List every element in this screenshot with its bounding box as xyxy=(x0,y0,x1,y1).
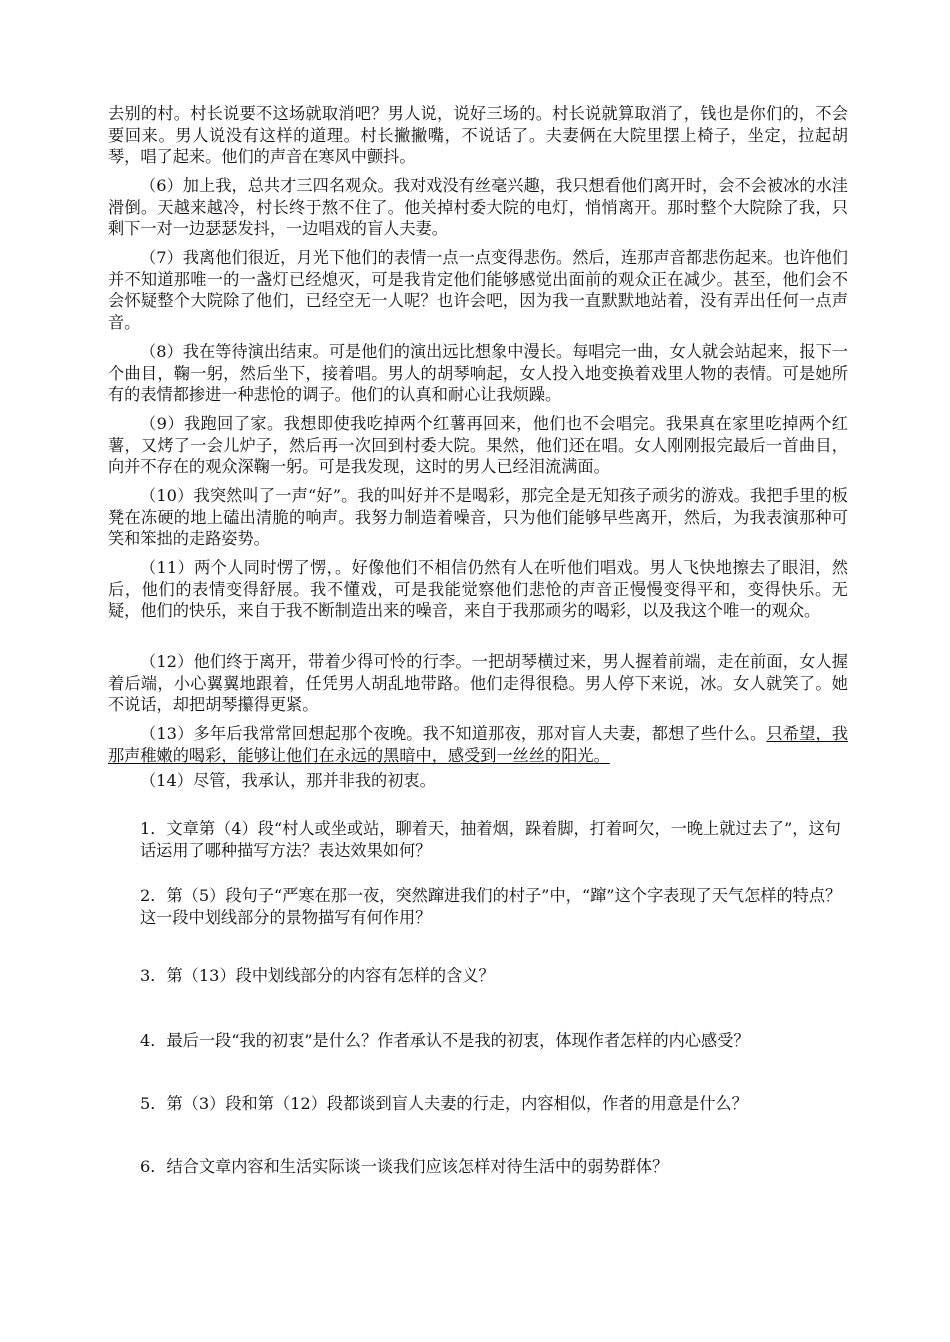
question-1: 1．文章第（4）段“村人或坐或站，聊着天，抽着烟，跺着脚，打着呵欠，一晚上就过去了”，这句话运用了哪种描写方法？表达效果如何？ xyxy=(140,819,841,860)
paragraph-13 xyxy=(108,723,848,766)
question-4: 4．最后一段“我的初衷”是什么？作者承认不是我的初衷，体现作者怎样的内心感受？ xyxy=(140,1031,750,1050)
question-2: 2．第（5）段句子“严寒在那一夜，突然蹿进我们的村子”中，“蹿”这个字表现了天气怎样的特点？这一段中划线部分的景物描写有何作用？ xyxy=(140,886,842,927)
paragraph-6: （6）加上我，总共才三四名观众。我对戏没有丝毫兴趣，我只想看他们离开时，会不会被冰的水洼滑倒。天越来越冷，村长终于熬不住了。他关掉村委大院的电灯，悄悄离开。那时整个大院除了我，只剩下一对一边瑟瑟发抖，一边唱戏的盲人夫妻。 xyxy=(108,176,848,238)
paragraph-12: （12）他们终于离开，带着少得可怜的行李。一把胡琴横过来，男人握着前端，走在前面，女人握着后端，小心翼翼地跟着，任凭男人胡乱地带路。他们走得很稳。男人停下来说，冰。女人就笑了。她不说话，却把胡琴攥得更紧。 xyxy=(108,652,848,714)
paragraph-10: （10）我突然叫了一声“好”。我的叫好并不是喝彩，那完全是无知孩子顽劣的游戏。我把手里的板凳在冻硬的地上磕出清脆的响声。我努力制造着噪音，只为他们能够早些离开，然后，为我表演那种可笑和笨拙的走路姿势。 xyxy=(108,486,848,548)
paragraph-8: （8）我在等待演出结束。可是他们的演出远比想象中漫长。每唱完一曲，女人就会站起来，报下一个曲目，鞠一躬，然后坐下，接着唱。男人的胡琴响起，女人投入地变换着戏里人物的表情。可是她所有的表情都掺进一种悲怆的调子。他们的认真和耐心让我烦躁。 xyxy=(108,342,848,404)
question-5: 5．第（3）段和第（12）段都谈到盲人夫妻的行走，内容相似，作者的用意是什么？ xyxy=(140,1094,748,1113)
paragraph-13-underlined: 只希望，我那声稚嫩的喝彩，能够让他们在永远的黑暗中，感受到一丝丝的阳光。 xyxy=(108,724,848,765)
paragraph-13-text: （13）多年后我常常回想起那个夜晚。我不知道那夜，那对盲人夫妻，都想了些什么。 xyxy=(140,724,767,743)
paragraph-continued: 去别的村。村长说要不这场就取消吧？男人说，说好三场的。村长说就算取消了，钱也是你们的，不会要回来。男人说没有这样的道理。村长撇撇嘴，不说话了。夫妻俩在大院里摆上椅子，坐定，拉起胡琴，唱了起来。他们的声音在寒风中颤抖。 xyxy=(108,104,848,166)
paragraph-7: （7）我离他们很近，月光下他们的表情一点一点变得悲伤。然后，连那声音都悲伤起来。也许他们并不知道那唯一的一盏灯已经熄灭，可是我肯定他们能够感觉出面前的观众正在减少。甚至，他们会不会怀疑整个大院除了他们，已经空无一人呢？也许会吧，因为我一直默默地站着，没有弄出任何一点声音。 xyxy=(108,248,848,332)
question-3: 3．第（13）段中划线部分的内容有怎样的含义？ xyxy=(140,966,495,985)
question-6: 6．结合文章内容和生活实际谈一谈我们应该怎样对待生活中的弱势群体？ xyxy=(140,1157,669,1176)
paragraph-11: （11）两个人同时愣了愣，。好像他们不相信仍然有人在听他们唱戏。男人飞快地擦去了眼泪，然后，他们的表情变得舒展。我不懂戏，可是我能觉察他们悲怆的声音正慢慢变得平和，变得快乐。无疑，他们的快乐，来自于我不断制造出来的噪音，来自于我那顽劣的喝彩，以及我这个唯一的观众。 xyxy=(108,558,848,620)
paragraph-14: （14）尽管，我承认，那并非我的初衷。 xyxy=(140,771,436,790)
paragraph-9: （9）我跑回了家。我想即使我吃掉两个红薯再回来，他们也不会唱完。我果真在家里吃掉两个红薯，又烤了一会儿炉子，然后再一次回到村委大院。果然，他们还在唱。女人刚刚报完最后一首曲目，向并不存在的观众深鞠一躬。可是我发现，这时的男人已经泪流满面。 xyxy=(108,414,848,476)
